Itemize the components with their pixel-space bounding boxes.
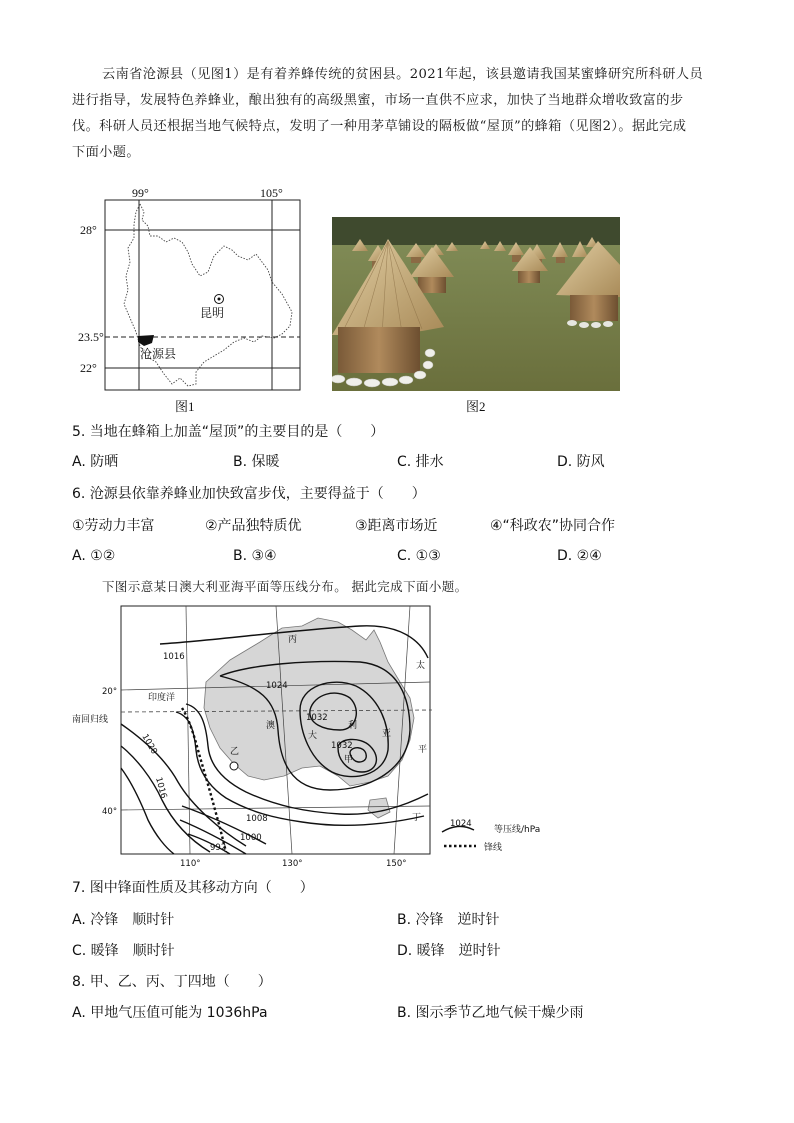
lon-label-99: 99° (132, 186, 149, 200)
lat-label-22: 22° (80, 361, 97, 375)
isobar-label-1016-south: 1016 (153, 776, 169, 800)
question-5-stem: 5. 当地在蜂箱上加盖“屋顶”的主要目的是（ ） (72, 424, 385, 440)
q5-option-c[interactable]: C. 排水 (397, 454, 444, 470)
figure-1-map (78, 186, 308, 412)
right-hive-body (570, 295, 618, 321)
place-label-ao: 澳 (266, 721, 276, 731)
isobar-label-1000: 1000 (240, 833, 262, 843)
isobar-label-1008: 1008 (246, 814, 268, 824)
q8-option-b[interactable]: B. 图示季节乙地气候干燥少雨 (397, 1005, 584, 1021)
ocean-label: 印度洋 (148, 693, 176, 703)
intro-line: 云南省沧源县（见图1）是有着养蜂传统的贫困县。2021年起，该县邀请我国某蜜蜂研究所科研人员 (102, 67, 704, 82)
lon-label-150: 150° (386, 859, 407, 869)
middle-hive-body (418, 277, 446, 293)
place-label-bing: 丙 (288, 635, 298, 645)
lat-label-20: 20° (102, 687, 118, 697)
isobar-label-992: 992 (210, 843, 227, 853)
cangyuan-county-shape (138, 335, 154, 346)
kunming-dot (218, 298, 221, 301)
q6-option-c[interactable]: C. ①③ (397, 548, 441, 564)
q6-item-4: ④“科政农”协同合作 (490, 518, 616, 534)
place-label-ping: 平 (418, 745, 428, 755)
place-label-da: 大 (308, 731, 318, 741)
main-hive-body (338, 327, 420, 373)
intro-paragraph-1 (72, 62, 732, 166)
question-7-stem: 7. 图中锋面性质及其移动方向（ ） (72, 880, 314, 896)
isobar-label-1016-north: 1016 (163, 652, 185, 662)
q6-option-d[interactable]: D. ②④ (557, 548, 602, 564)
legend-isobar-value: 1024 (450, 819, 472, 829)
middle-hive-body-2 (518, 271, 540, 283)
intro-paragraph-2: 下图示意某日澳大利亚海平面等压线分布。 据此完成下面小题。 (102, 579, 468, 594)
place-yi-marker (230, 762, 238, 770)
figure-1-caption: 图1 (175, 399, 195, 414)
legend-front-label: 锋线 (484, 843, 503, 853)
intro-line: 下面小题。 (72, 145, 140, 160)
q7-option-c[interactable]: C. 暖锋 顺时针 (72, 943, 175, 959)
q6-option-b[interactable]: B. ③④ (233, 548, 277, 564)
isobar-label-1032-upper: 1032 (306, 713, 328, 723)
q6-item-1: ①劳动力丰富 (72, 518, 155, 534)
place-label-ding: 丁 (412, 813, 422, 823)
lon-label-130: 130° (282, 859, 303, 869)
q5-option-a[interactable]: A. 防晒 (72, 454, 119, 470)
figure-2-caption: 图2 (466, 399, 486, 414)
lon-label-110: 110° (180, 859, 201, 869)
q7-option-b[interactable]: B. 冷锋 逆时针 (397, 912, 500, 928)
isobar-label-1024: 1024 (266, 681, 288, 691)
place-label-yi: 乙 (230, 747, 240, 757)
intro-line: 伐。科研人员还根据当地气候特点，发明了一种用茅草铺设的隔板做“屋顶”的蜂箱（见图2）。据此完成 (72, 119, 687, 134)
place-label-ya: 亚 (382, 729, 392, 739)
question-8-stem: 8. 甲、乙、丙、丁四地（ ） (72, 974, 272, 990)
q8-option-a[interactable]: A. 甲地气压值可能为 1036hPa (72, 1005, 268, 1021)
lat-label-28: 28° (80, 223, 97, 237)
q6-item-2: ②产品独特质优 (205, 518, 302, 534)
lon-label-105: 105° (260, 186, 283, 200)
lat-label-23-5: 23.5° (78, 330, 104, 344)
q7-option-a[interactable]: A. 冷锋 顺时针 (72, 912, 175, 928)
question-6-stem: 6. 沧源县依靠养蜂业加快致富步伐，主要得益于（ ） (72, 486, 426, 502)
intro-line: 进行指导，发展特色养蜂业，酿出独有的高级黑蜜，市场一直供不应求，加快了当地群众增收致富的步 (72, 93, 684, 108)
figure-3-isobar-map (70, 600, 570, 872)
kunming-label: 昆明 (200, 306, 225, 320)
photo-tree-line (332, 217, 620, 245)
tropic-label: 南回归线 (72, 715, 109, 725)
legend-isobar-label: 等压线/hPa (494, 825, 541, 835)
isobar-label-1032-lower: 1032 (331, 741, 353, 751)
figure-2-photo (332, 217, 620, 391)
place-label-li: 利 (348, 721, 358, 731)
q5-option-b[interactable]: B. 保暖 (233, 454, 280, 470)
place-label-jia: 甲 (344, 755, 354, 765)
isobar-label-1020: 1020 (139, 732, 159, 757)
lat-label-40: 40° (102, 807, 118, 817)
cangyuan-label: 沧源县 (140, 347, 177, 361)
q6-item-3: ③距离市场近 (355, 518, 438, 534)
place-label-tai: 太 (416, 661, 426, 671)
q6-option-a[interactable]: A. ①② (72, 548, 116, 564)
q5-option-d[interactable]: D. 防风 (557, 454, 605, 470)
q7-option-d[interactable]: D. 暖锋 逆时针 (397, 943, 501, 959)
